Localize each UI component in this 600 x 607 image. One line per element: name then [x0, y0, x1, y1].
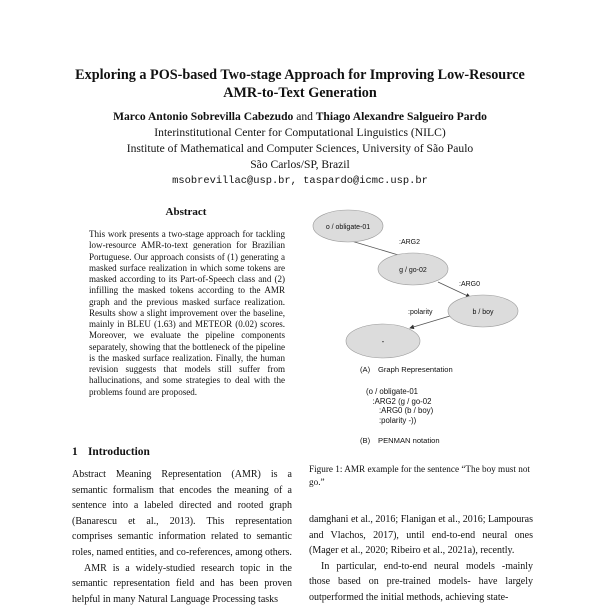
right-paragraph-2: In particular, end-to-end neural models -mainly those based on pre-trained models- have largely outperformed the initial methods, achieving state- [309, 560, 533, 603]
title-line-2: AMR-to-Text Generation [223, 85, 377, 101]
penman-notation: (o / obligate-01 :ARG2 (g / go-02 :ARG0 (b / boy) :polarity -)) [366, 387, 434, 426]
right-column-body [309, 512, 533, 606]
author-emails: msobrevillac@usp.br, taspardo@icmc.usp.br [172, 175, 428, 187]
figure-caption: Figure 1: AMR example for the sentence “The boy must not go.” [309, 464, 530, 487]
author-1: Marco Antonio Sobrevilla Cabezudo [113, 110, 294, 123]
intro-paragraph-2: AMR is a widely-studied research topic in the semantic representation field and has been proven helpful in many Natural Language Processing tasks [72, 562, 292, 605]
section-title: Introduction [88, 446, 150, 458]
edge-label-arg0: :ARG0 [459, 281, 481, 288]
node-label-boy: b / boy [472, 309, 494, 316]
caption-b-text: PENMAN notation [378, 436, 440, 445]
node-label-minus: - [381, 337, 385, 346]
author-conjunction: and [296, 110, 313, 123]
right-paragraph-1: damghani et al., 2016; Flanigan et al., 2016; Lampouras and Vlachos, 2017), until end-to-end neural ones (Mager et al., 2020; Ribeiro et al., 2021a), recently. [309, 514, 533, 557]
edge-label-arg2: :ARG2 [399, 239, 421, 246]
author-block [50, 109, 550, 189]
author-names [50, 109, 550, 125]
caption-b [360, 436, 440, 445]
node-label-obligate: o / obligate-01 [325, 224, 371, 231]
abstract-heading: Abstract [165, 206, 207, 218]
introduction-body [72, 467, 292, 607]
title-line-1: Exploring a POS-based Two-stage Approach for Improving Low-Resource [75, 67, 525, 83]
paper-title [50, 66, 550, 102]
affiliation-3: São Carlos/SP, Brazil [250, 158, 350, 171]
edge-label-polarity: :polarity [408, 309, 433, 316]
affiliation-2: Institute of Mathematical and Computer Sciences, University of São Paulo [126, 142, 474, 155]
section-number: 1 [72, 446, 78, 458]
affiliation-1: Interinstitutional Center for Computational Linguistics (NILC) [154, 126, 446, 139]
caption-a-label: (A) [360, 365, 371, 374]
amr-graph [310, 200, 540, 380]
section-heading-introduction [72, 446, 150, 458]
figure-1 [310, 200, 540, 450]
caption-a-text: Graph Representation [378, 365, 453, 374]
caption-b-label: (B) [360, 436, 371, 445]
caption-a [360, 365, 453, 374]
author-2: Thiago Alexandre Salgueiro Pardo [315, 110, 487, 123]
abstract-text: This work presents a two-stage approach for tackling low-resource AMR-to-text generation for Brazilian Portuguese. Our approach consists of (1) generating a masked surface realization in which some tokens are masked according to its Part-of-Speech class and (2) infilling the masked tokens according to the AMR graph and the previous masked surface realization. Results show a slight improvement over the baseline, mainly in BLEU (1.63) and METEOR (0.02) scores. Moreover, we evaluate the pipeline components separately, showing that the bottleneck of the pipeline is the masked surface realization. Finally, the human revision suggests that models still suffer from hallucinations, and some strategies to deal with the problems found are proposed. [89, 229, 285, 397]
intro-paragraph-1: Abstract Meaning Representation (AMR) is a semantic formalism that encodes the meaning of a sentence into a labeled directed and rooted graph (Banarescu et al., 2013). This representation comprises semantic information related to semantic roles, named entities, and co-references, among others. [72, 469, 292, 558]
edge-arg2 [348, 240, 405, 257]
node-label-go: g / go-02 [399, 267, 427, 274]
